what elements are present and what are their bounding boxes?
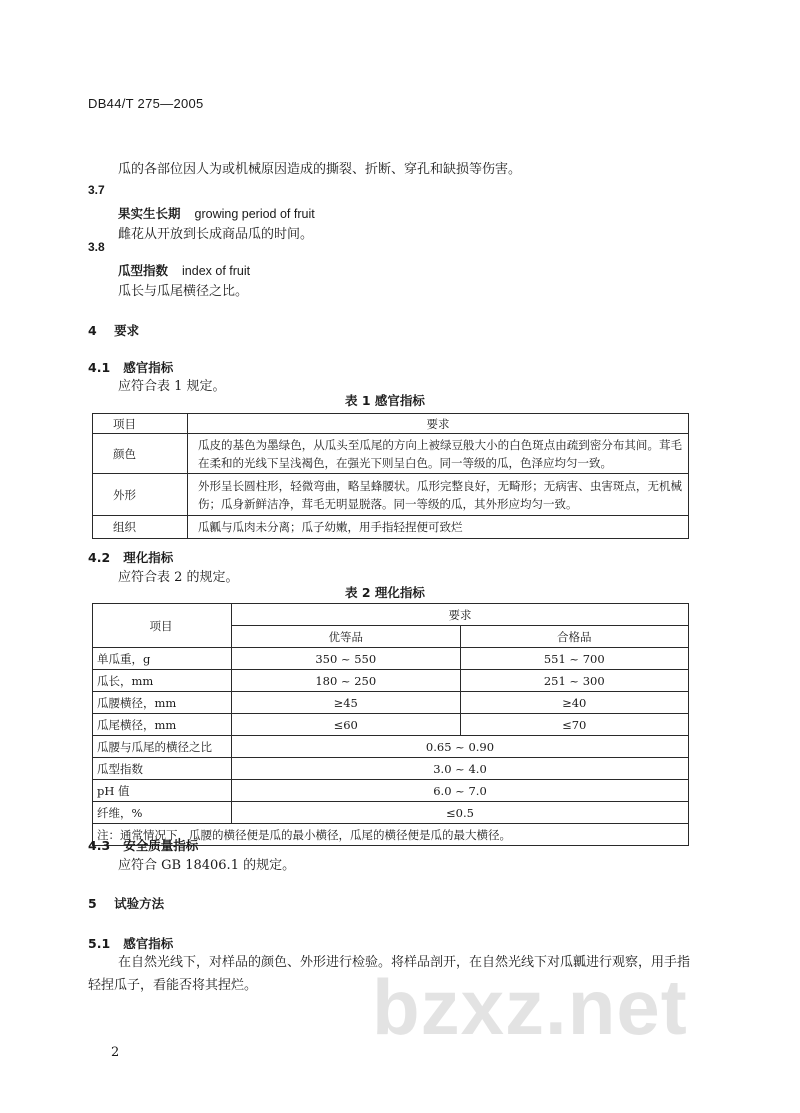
section-number-3-7: 3.7: [88, 183, 105, 197]
row-item: 瓜尾横径，mm: [93, 714, 232, 736]
section-number: 5: [88, 896, 97, 911]
watermark: bzxz.net: [372, 963, 688, 1051]
section-title: 理化指标: [123, 550, 174, 565]
section-heading-4-3: [88, 836, 198, 854]
row-item: 瓜长，mm: [93, 670, 232, 692]
row-item: 外形: [93, 474, 188, 516]
table-row: [93, 714, 689, 736]
row-value-qualified: ≥40: [460, 692, 689, 714]
table-note: 注：通常情况下，瓜腰的横径便是瓜的最小横径，瓜尾的横径便是瓜的最大横径。: [93, 824, 689, 846]
row-value-superior: ≥45: [232, 692, 461, 714]
row-value-superior: ≤60: [232, 714, 461, 736]
row-value: 6.0 ~ 7.0: [232, 780, 689, 802]
term-definition-3-7: 雌花从开放到长成商品瓜的时间。: [118, 227, 314, 242]
section-title: 感官指标: [123, 936, 174, 951]
term-english: index of fruit: [182, 264, 251, 278]
section-title: 要求: [114, 323, 140, 338]
table-row: [93, 736, 689, 758]
section-number: 4.2: [88, 550, 111, 565]
term-heading-3-7: [118, 203, 315, 222]
row-item: 组织: [93, 516, 188, 539]
section-text-4-2: 应符合表 2 的规定。: [118, 570, 239, 585]
table-row: [93, 434, 689, 474]
section-number: 4.1: [88, 360, 111, 375]
row-value: 0.65 ~ 0.90: [232, 736, 689, 758]
row-requirement: 外形呈长圆柱形，轻微弯曲，略呈蜂腰状。瓜形完整良好，无畸形；无病害、虫害斑点，无机械伤；瓜身新鲜洁净，茸毛无明显脱落。同一等级的瓜，其外形应均匀一致。: [188, 474, 689, 516]
header-item: 项目: [93, 604, 232, 648]
table-row: [93, 692, 689, 714]
row-value-qualified: 251 ~ 300: [460, 670, 689, 692]
row-value: ≤0.5: [232, 802, 689, 824]
header-item: 项目: [93, 414, 188, 434]
table-header-row: [93, 604, 689, 626]
section-heading-5: [88, 894, 164, 912]
section-heading-4-1: [88, 358, 173, 376]
section-number-3-8: 3.8: [88, 240, 105, 254]
table-row: [93, 516, 689, 539]
term-english: growing period of fruit: [194, 207, 315, 221]
section-heading-5-1: [88, 934, 173, 952]
table-row: [93, 758, 689, 780]
page-number: 2: [111, 1045, 120, 1060]
row-item: 瓜腰与瓜尾的横径之比: [93, 736, 232, 758]
section-text-4-1: 应符合表 1 规定。: [118, 379, 226, 394]
row-item: 颜色: [93, 434, 188, 474]
table1-caption: 表 1 感官指标: [345, 393, 425, 408]
row-item: 单瓜重，g: [93, 648, 232, 670]
row-requirement: 瓜皮的基色为墨绿色，从瓜头至瓜尾的方向上被绿豆般大小的白色斑点由疏到密分布其间。茸毛在柔和的光线下呈浅褐色，在强光下则呈白色。同一等级的瓜，色泽应均匀一致。: [188, 434, 689, 474]
table2-physicochemical: [92, 603, 689, 846]
table-row: [93, 780, 689, 802]
table2-caption: 表 2 理化指标: [345, 585, 425, 600]
section-heading-4: [88, 321, 139, 339]
row-requirement: 瓜瓤与瓜肉未分离；瓜子幼嫩，用手指轻捏便可致烂: [188, 516, 689, 539]
document-code: DB44/T 275—2005: [88, 96, 204, 111]
section-number: 4.3: [88, 838, 111, 853]
row-item: 纤维，%: [93, 802, 232, 824]
table-header-row: [93, 414, 689, 434]
row-item: pH 值: [93, 780, 232, 802]
section-title: 试验方法: [114, 896, 165, 911]
term-name: 果实生长期: [118, 206, 181, 221]
section-text-5-1-line1: 在自然光线下，对样品的颜色、外形进行检验。将样品剖开，在自然光线下对瓜瓤进行观察，用手指: [118, 955, 691, 970]
table-row: [93, 474, 689, 516]
table-row: [93, 648, 689, 670]
header-requirement: 要求: [232, 604, 689, 626]
section-heading-4-2: [88, 548, 173, 566]
row-value-qualified: ≤70: [460, 714, 689, 736]
row-value-superior: 180 ~ 250: [232, 670, 461, 692]
term-heading-3-8: [118, 260, 250, 279]
header-grade-superior: 优等品: [232, 626, 461, 648]
table-row: [93, 802, 689, 824]
section-text-4-3: 应符合 GB 18406.1 的规定。: [118, 858, 296, 873]
row-item: 瓜型指数: [93, 758, 232, 780]
row-item: 瓜腰横径，mm: [93, 692, 232, 714]
header-requirement: 要求: [188, 414, 689, 434]
table-row: [93, 670, 689, 692]
section-number: 5.1: [88, 936, 111, 951]
row-value: 3.0 ~ 4.0: [232, 758, 689, 780]
row-value-qualified: 551 ~ 700: [460, 648, 689, 670]
section-number: 4: [88, 323, 97, 338]
section-title: 感官指标: [123, 360, 174, 375]
section-text-5-1-line2: 轻捏瓜子，看能否将其捏烂。: [88, 978, 258, 993]
row-value-superior: 350 ~ 550: [232, 648, 461, 670]
term-name: 瓜型指数: [118, 263, 169, 278]
term-definition-3-8: 瓜长与瓜尾横径之比。: [118, 284, 249, 299]
table1-sensory: [92, 413, 689, 539]
section-title: 安全质量指标: [123, 838, 199, 853]
header-grade-qualified: 合格品: [460, 626, 689, 648]
intro-paragraph: 瓜的各部位因人为或机械原因造成的撕裂、折断、穿孔和缺损等伤害。: [118, 162, 522, 177]
